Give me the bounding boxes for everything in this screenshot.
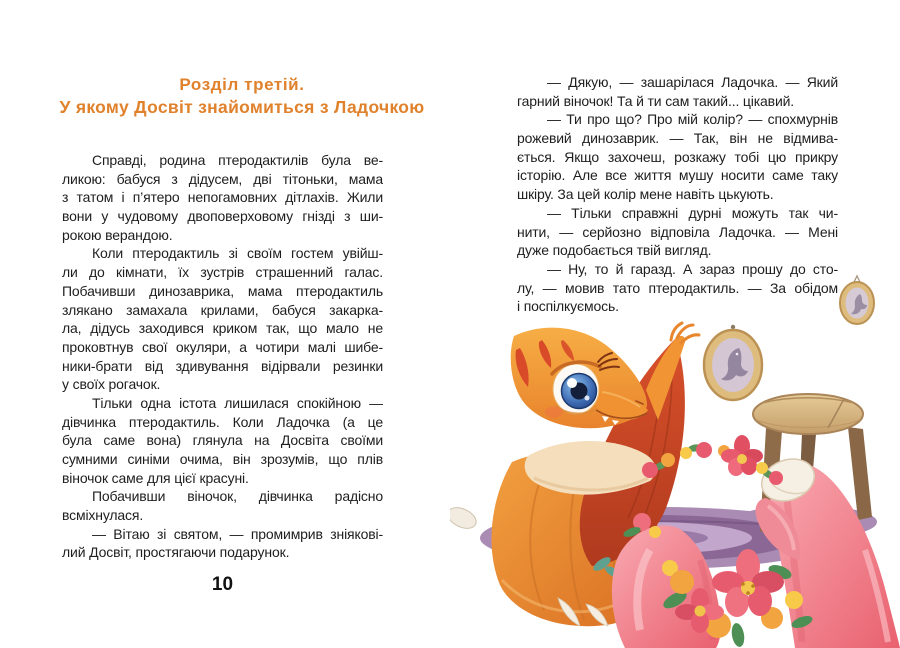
text-line: віночок саме для цієї красуні. [62, 469, 249, 486]
text-line: — Тільки справжні дурні можуть так чи- [547, 204, 838, 221]
paragraph [517, 73, 838, 110]
text-line: нити, — серйозно відповіла Ладочка. — Мені [517, 223, 838, 240]
paragraph [517, 110, 838, 203]
right-page [450, 0, 900, 648]
text-line: — Ну, то й гаразд. А зараз прошу до сто- [547, 260, 838, 277]
left-text-column [62, 151, 383, 562]
stool-leg [848, 427, 872, 520]
wall-frame-small [840, 276, 874, 324]
text-line: — Ти про що? Про мій колір? — спохмурнів [547, 111, 838, 128]
text-line: дівчинка птеродактиль. Коли Ладочка (а це [62, 413, 383, 430]
text-line: Коли птеродактиль зі своїм гостем увійш- [92, 245, 383, 262]
wall-frame-large [704, 325, 762, 400]
ladochka-far-claw [450, 504, 479, 533]
text-line: рожевий динозаврик. — Так, він не відмива- [517, 130, 838, 147]
text-line: була саме вона) глянула на Досвіта своїми [62, 432, 383, 449]
story-illustration [450, 270, 900, 648]
text-line: і поспілкуємось. [517, 298, 619, 315]
text-line: Тільки одна істота лишилася спокійною — [92, 394, 383, 411]
text-line: історію. Але все життя мушу носити саме таку [517, 167, 838, 184]
text-line: лий Досвіт, простягаючи подарунок. [62, 544, 290, 561]
text-line: всміхнулася. [62, 507, 144, 524]
paragraph [62, 487, 383, 524]
text-line: ється. Якщо захочеш, розкажу тобі цю прикру [517, 148, 838, 165]
text-line: сумними синіми очима, він зрозумів, що плів [62, 451, 383, 467]
paragraph [62, 394, 383, 487]
chapter-title-line-1: Розділ третій. [179, 75, 305, 94]
paragraph [62, 151, 383, 244]
text-line: — Дякую, — зашарілася Ладочка. — Який [547, 74, 838, 90]
paragraph [517, 204, 838, 260]
text-line: гарний віночок! Та й ти сам такий... цікавий. [517, 92, 795, 109]
chapter-title [42, 73, 442, 119]
page-number: 10 [211, 574, 234, 595]
text-line: з татом і п’ятеро непогамовних дітлахів. Жили [62, 189, 383, 206]
text-line: дуже подобається твій вигляд. [517, 242, 712, 259]
text-line: рокою верандою. [62, 226, 173, 243]
text-line: ла, дідусь заходився криком так, що мало не [62, 320, 383, 337]
text-line: вони у чудовому двоповерховому гнізді з ши- [62, 208, 383, 225]
paragraph [62, 244, 383, 394]
text-line: у своїх рогачок. [62, 376, 161, 393]
text-line: проковтнув свої окуляри, а чотири малі шибе- [62, 338, 383, 355]
text-line: ликою: бабуся з дідусем, дві тітоньки, мама [62, 170, 383, 187]
text-line: Справді, родина птеродактилів була ве- [92, 152, 383, 168]
text-line: злякано замахала крилами, бабуся закарка- [62, 301, 383, 318]
text-line: ники-брати від здивування відірвали резинки [62, 357, 383, 374]
text-line: Побачивши віночок, дівчинка радісно [92, 488, 383, 505]
text-line: ли до кімнати, їх зустрів страшенний галас. [62, 264, 383, 281]
text-line: — Вітаю зі святом, — промимрив зніякові- [92, 525, 383, 542]
text-line: лу, — мовив тато птеродактиль. — За обідом [517, 279, 838, 296]
paragraph [62, 525, 383, 562]
text-line: шкіру. За цей колір мене навіть цькують. [517, 186, 774, 203]
chapter-title-line-2: У якому Досвіт знайомиться з Ладочкою [59, 97, 425, 117]
text-line: Побачивши динозаврика, мама птеродактиль [62, 282, 383, 299]
